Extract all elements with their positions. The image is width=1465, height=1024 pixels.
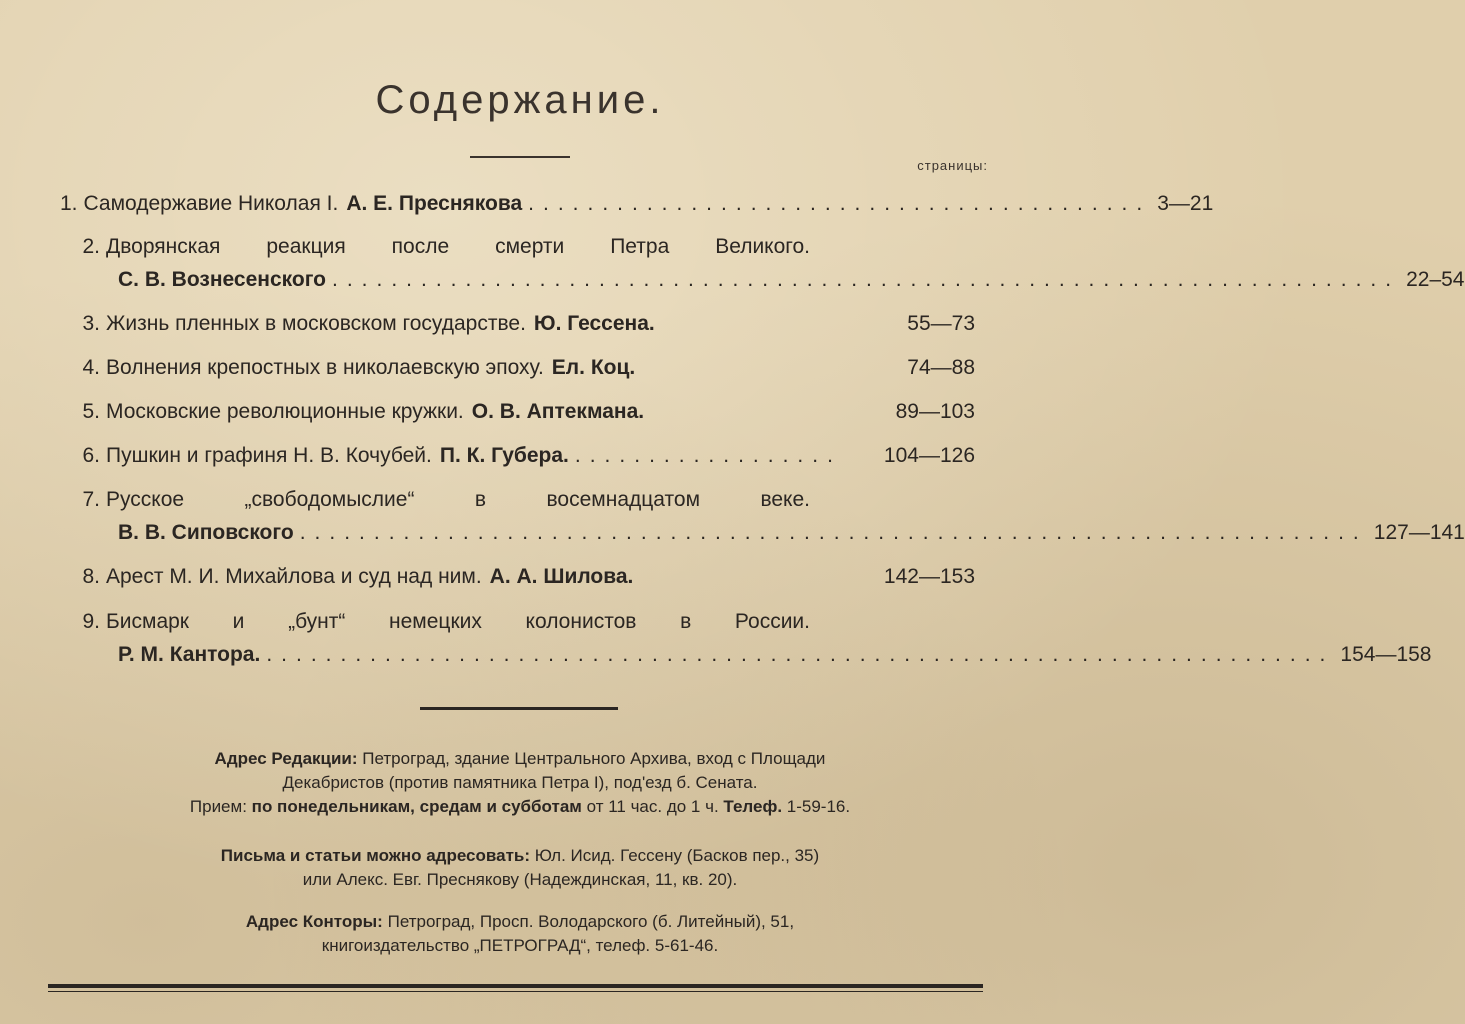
- office-line1: Петроград, Просп. Володарского (б. Литейный), 51,: [387, 912, 795, 931]
- entry-pages: 142—153: [883, 565, 975, 588]
- toc-entry: [60, 610, 810, 640]
- entry-pages: 127—141: [1373, 521, 1465, 544]
- letters-address: [40, 844, 1000, 892]
- toc-entry-continuation: [60, 643, 1432, 673]
- toc-entry: [60, 235, 810, 265]
- leader-dots: ........................................................................: [266, 643, 1335, 666]
- leader-dots: ..........................................: [528, 192, 1152, 215]
- entry-pages: 55—73: [907, 312, 975, 335]
- entry-number: 7.: [82, 488, 100, 511]
- section-divider: [420, 707, 618, 710]
- entry-title: Московские революционные кружки.: [106, 400, 464, 423]
- entry-title: Волнения крепостных в николаевскую эпоху.: [106, 356, 544, 379]
- entry-title: Дворянская реакция после смерти Петра Великого.: [106, 235, 810, 258]
- toc-entry: [60, 400, 975, 430]
- entry-author: А. А. Шилова.: [489, 565, 634, 588]
- entry-number: 3.: [82, 312, 100, 335]
- letters-line1: Юл. Исид. Гессену (Басков пер., 35): [534, 846, 820, 865]
- entry-pages: 104—126: [883, 444, 975, 467]
- reception-time: от 11 час. до 1 ч.: [586, 797, 719, 816]
- entry-pages: 74—88: [907, 356, 975, 379]
- toc-entry: [60, 488, 810, 518]
- toc-entry-continuation: [60, 521, 1465, 551]
- entry-number: 5.: [82, 400, 100, 423]
- leader-dots: ..................: [574, 444, 842, 467]
- leader-dots: ........................................................................: [299, 521, 1368, 544]
- entry-number: 6.: [82, 444, 100, 467]
- office-line2: книгоиздательство „ПЕТРОГРАД“, телеф. 5-61-46.: [321, 936, 719, 955]
- entry-pages: 89—103: [895, 400, 975, 423]
- entry-title: Жизнь пленных в московском государстве.: [106, 312, 526, 335]
- entry-number: 8.: [82, 565, 100, 588]
- entry-pages: 154—158: [1340, 643, 1432, 666]
- toc-entry: [60, 565, 975, 595]
- entry-title: Арест М. И. Михайлова и суд над ним.: [106, 565, 482, 588]
- entry-author: Р. М. Кантора.: [118, 643, 261, 666]
- entry-author: С. В. Вознесенского: [118, 268, 326, 291]
- pages-column-header: страницы:: [917, 158, 988, 173]
- entry-author: П. К. Губера.: [439, 444, 569, 467]
- office-address: [40, 910, 1000, 958]
- page-title: Содержание.: [375, 78, 665, 122]
- editorial-address: [40, 747, 1000, 819]
- toc-entry: [60, 192, 1214, 222]
- toc-entry: [60, 356, 975, 386]
- entry-title: Русское „свободомыслие“ в восемнадцатом веке.: [106, 488, 810, 511]
- office-label: Адрес Конторы:: [245, 912, 383, 931]
- entry-author: Ел. Коц.: [551, 356, 636, 379]
- entry-title: Самодержавие Николая I.: [83, 192, 339, 215]
- reception-days: по понедельникам, средам и субботам: [251, 797, 582, 816]
- entry-author: О. В. Аптекмана.: [471, 400, 645, 423]
- editorial-address-line1: Петроград, здание Центрального Архива, вход с Площади: [362, 749, 826, 768]
- bottom-rule-thin: [48, 991, 983, 992]
- entry-title: Бисмарк и „бунт“ немецких колонистов в России.: [106, 610, 810, 633]
- toc-entry: [60, 312, 975, 342]
- letters-label: Письма и статьи можно адресовать:: [220, 846, 531, 865]
- entry-author: В. В. Сиповского: [118, 521, 294, 544]
- reception-phone: 1-59-16.: [786, 797, 851, 816]
- entry-pages: 22–54: [1406, 268, 1465, 291]
- entry-number: 4.: [82, 356, 100, 379]
- entry-number: 9.: [82, 610, 100, 633]
- entry-number: 1.: [60, 192, 78, 215]
- editorial-address-line2: Декабристов (против памятника Петра I), под'езд б. Сената.: [282, 773, 758, 792]
- entry-number: 2.: [82, 235, 100, 258]
- title-divider: [470, 156, 570, 158]
- bottom-rule: [48, 984, 983, 988]
- reception-phone-label: Телеф.: [723, 797, 783, 816]
- editorial-address-label: Адрес Редакции:: [214, 749, 358, 768]
- entry-author: А. Е. Преснякова: [346, 192, 523, 215]
- entry-title: Пушкин и графиня Н. В. Кочубей.: [106, 444, 432, 467]
- toc-entry-continuation: [60, 268, 1465, 298]
- entry-pages: 3—21: [1157, 192, 1214, 215]
- toc-entry: [60, 444, 975, 474]
- entry-author: Ю. Гессена.: [533, 312, 655, 335]
- letters-line2: или Алекс. Евг. Преснякову (Надеждинская, 11, кв. 20).: [302, 870, 738, 889]
- reception-label: Прием:: [189, 797, 247, 816]
- leader-dots: ........................................................................: [332, 268, 1401, 291]
